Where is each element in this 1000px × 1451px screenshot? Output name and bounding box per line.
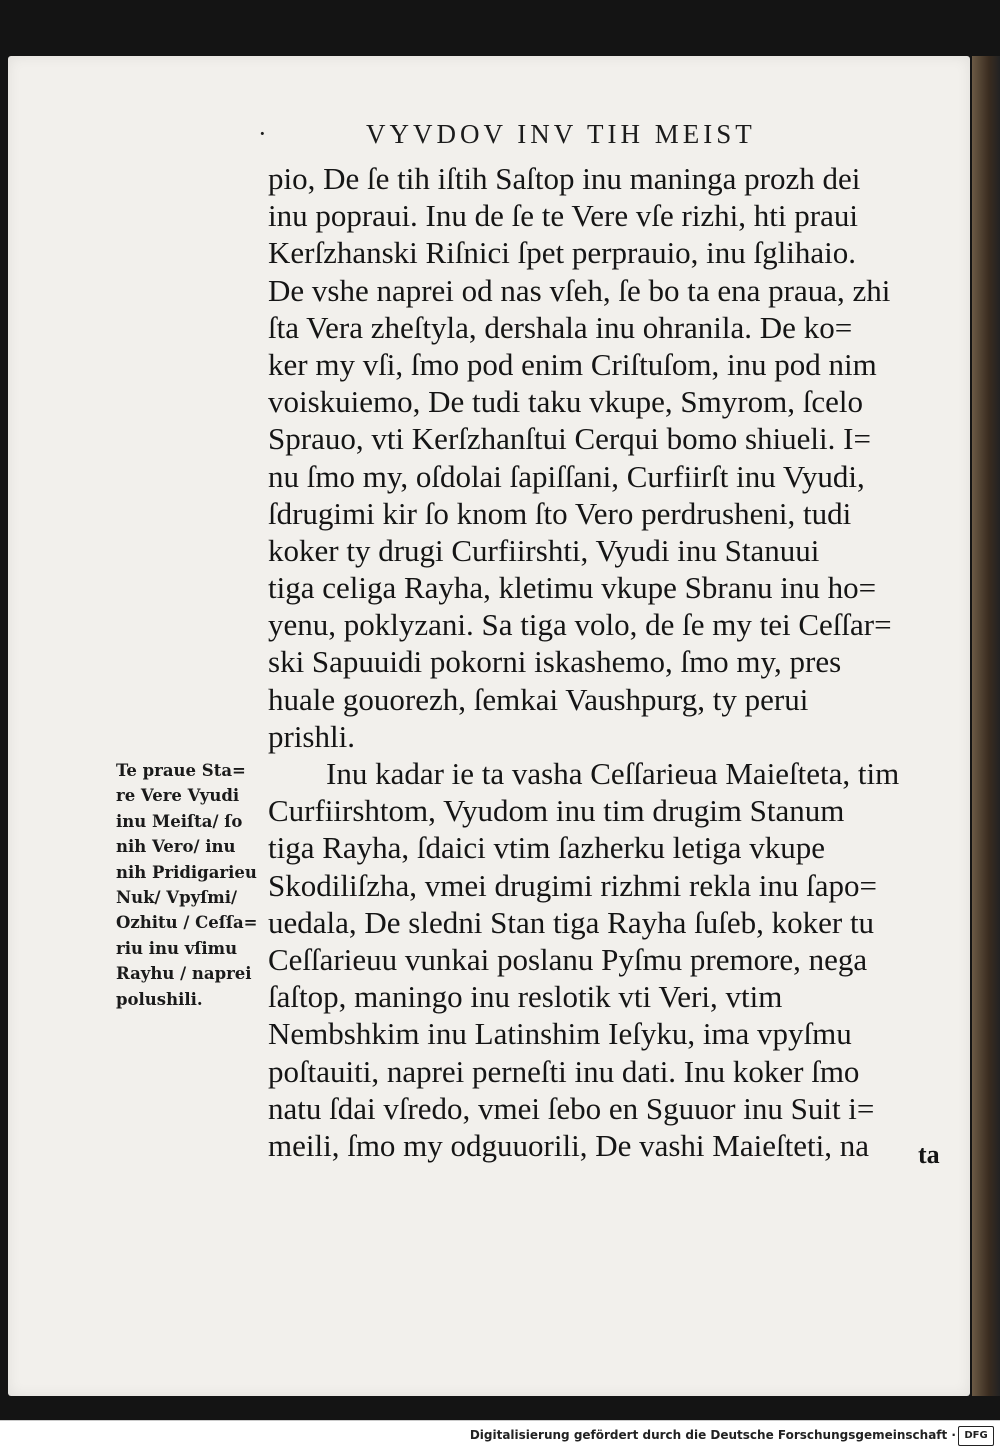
header-mark: · (258, 119, 267, 148)
marginal-line: polushili. (116, 989, 203, 1009)
text-line: yenu, poklyzani. Sa tiga volo, de ſe my tei Ceſſar= (268, 607, 892, 643)
text-line: koker ty drugi Curfiirshti, Vyudi inu Stanuui (268, 532, 820, 568)
text-line: ski Sapuuidi pokorni iskashemo, ſmo my, pres (268, 644, 842, 680)
marginal-line: nih Vero/ inu (116, 837, 236, 857)
page-edge (972, 56, 1000, 1396)
marginal-line: nih Pridigarieu (116, 862, 257, 882)
text-line: natu ſdai vſredo, vmei ſebo en Sguuor inu Suit i= (268, 1090, 875, 1126)
text-line: nu ſmo my, oſdolai ſapiſſani, Curfiirſt inu Vyudi, (268, 458, 865, 494)
text-line: uedala, De sledni Stan tiga Rayha ſuſeb, koker tu (268, 904, 875, 940)
text-line: tiga Rayha, ſdaici vtim ſazherku letiga vkupe (268, 830, 825, 866)
marginal-line: inu Meiſta/ ſo (116, 811, 243, 831)
marginal-note (116, 758, 266, 1012)
text-line: Ceſſarieuu vunkai poslanu Pyſmu premore, nega (268, 941, 868, 977)
text-line: voiskuiemo, De tudi taku vkupe, Smyrom, ſcelo (268, 384, 863, 420)
dfg-logo: DFG (958, 1426, 994, 1446)
text-line: Inu kadar ie ta vasha Ceſſarieua Maieſteta, tim (326, 756, 900, 791)
text-line: Skodiliſzha, vmei drugimi rizhmi rekla inu ſapo= (268, 867, 877, 903)
text-line: prishli. (268, 718, 355, 754)
marginal-line: riu inu vſimu (116, 938, 238, 958)
main-text (268, 160, 958, 1164)
text-line: ker my vſi, ſmo pod enim Criſtuſom, inu pod nim (268, 346, 877, 382)
running-header (258, 119, 938, 155)
footer-bar (0, 1420, 1000, 1451)
text-line: poſtauiti, naprei perneſti inu dati. Inu koker ſmo (268, 1053, 860, 1089)
marginal-line: Ozhitu / Ceſſa= (116, 913, 258, 933)
text-line: Sprauo, vti Kerſzhanſtui Cerqui bomo shiueli. I= (268, 421, 871, 457)
marginal-line: Nuk/ Vpyſmi/ (116, 888, 238, 908)
text-line: Nembshkim inu Latinshim Ieſyku, ima vpyſmu (268, 1016, 852, 1052)
text-line: huale gouorezh, ſemkai Vaushpurg, ty perui (268, 681, 809, 717)
text-line: inu popraui. Inu de ſe te Vere vſe rizhi, hti praui (268, 198, 858, 234)
text-line: ſta Vera zheſtyla, dershala inu ohranila. De ko= (268, 309, 853, 345)
footer-credit: Digitalisierung gefördert durch die Deutsche Forschungsgemeinschaft · (469, 1428, 956, 1442)
marginal-line: Te praue Sta= (116, 761, 246, 780)
header-title: VYVDOV INV TIH MEIST (366, 119, 756, 149)
text-line: Kerſzhanski Riſnici ſpet perprauio, inu ſglihaio. (268, 235, 857, 271)
text-line: De vshe naprei od nas vſeh, ſe bo ta ena praua, zhi (268, 272, 891, 308)
text-line: Curfiirshtom, Vyudom inu tim drugim Stanum (268, 793, 845, 829)
text-line: ſaſtop, maningo inu reslotik vti Veri, vtim (268, 979, 783, 1015)
catchword: ta (918, 1140, 940, 1169)
text-line: tiga celiga Rayha, kletimu vkupe Sbranu inu ho= (268, 570, 877, 606)
marginal-line: re Vere Vyudi (116, 786, 240, 806)
text-line: pio, De ſe tih iſtih Saſtop inu maninga prozh dei (268, 161, 861, 196)
marginal-line: Rayhu / naprei (116, 964, 252, 984)
text-line: ſdrugimi kir ſo knom ſto Vero perdrusheni, tudi (268, 495, 852, 531)
text-line: meili, ſmo my odguuorili, De vashi Maieſteti, na (268, 1127, 869, 1163)
